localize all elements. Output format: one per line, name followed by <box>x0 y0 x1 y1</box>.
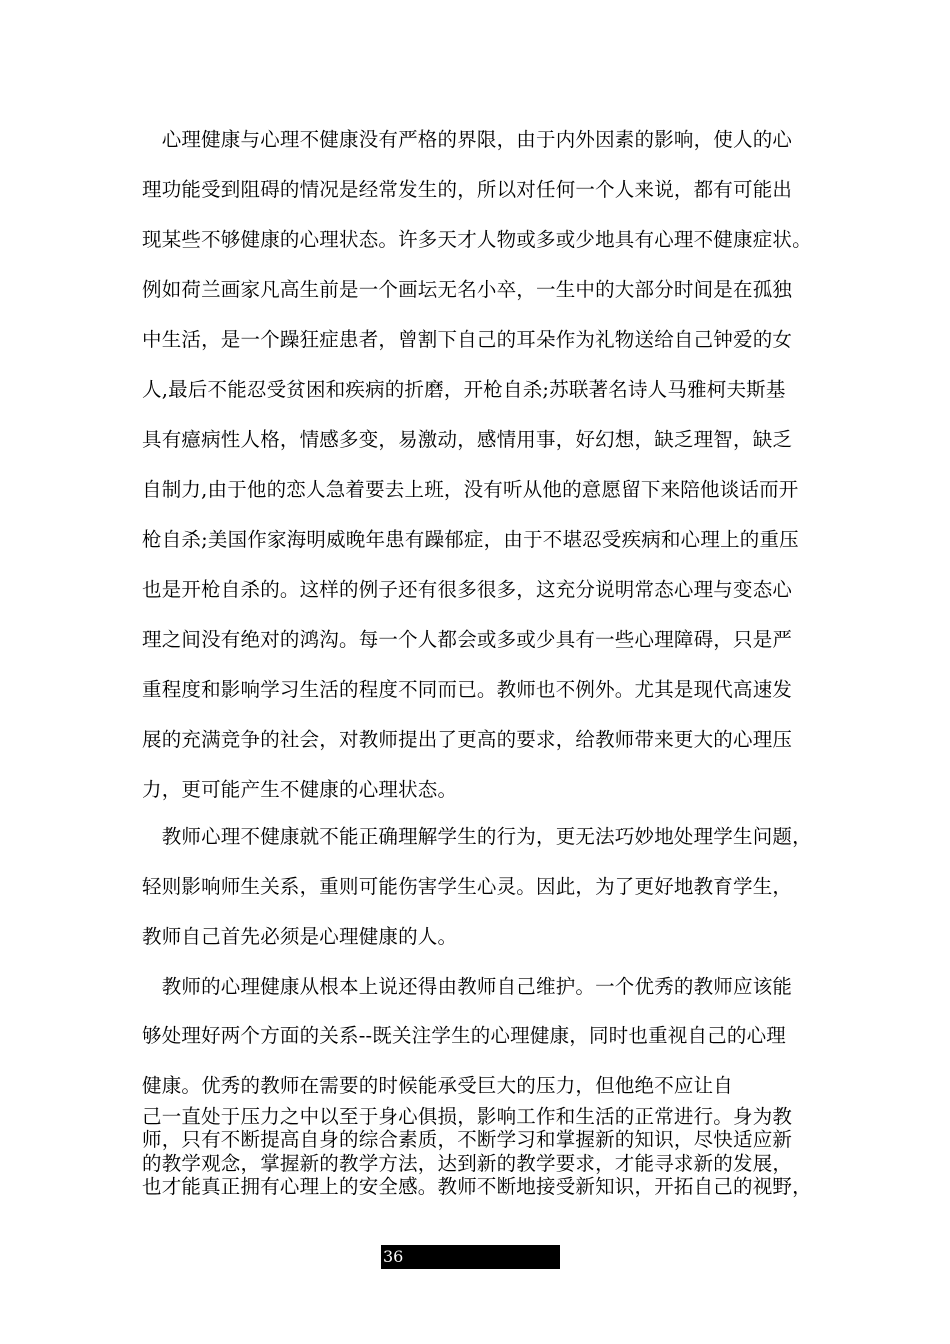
text-line: 己一直处于压力之中以至于身心俱损，影响工作和生活的正常进行。身为教 <box>142 1105 793 1128</box>
text-line: 自制力,由于他的恋人急着要去上班，没有听从他的意愿留下来陪他谈话而开 <box>142 478 799 501</box>
text-line: 够处理好两个方面的关系--既关注学生的心理健康，同时也重视自己的心理 <box>142 1024 786 1047</box>
text-line: 例如荷兰画家凡高生前是一个画坛无名小卒，一生中的大部分时间是在孤独 <box>142 278 793 301</box>
text-line: 理功能受到阻碍的情况是经常发生的，所以对任何一个人来说，都有可能出 <box>142 178 793 201</box>
page-number: 36 <box>383 1247 404 1266</box>
text-line: 也是开枪自杀的。这样的例子还有很多很多，这充分说明常态心理与变态心 <box>142 578 793 601</box>
text-line: 轻则影响师生关系，重则可能伤害学生心灵。因此，为了更好地教育学生， <box>142 875 793 898</box>
page-footer-bar <box>381 1245 560 1269</box>
text-line: 理之间没有绝对的鸿沟。每一个人都会或多或少具有一些心理障碍，只是严 <box>142 628 793 651</box>
text-line: 中生活，是一个躁狂症患者，曾割下自己的耳朵作为礼物送给自己钟爱的女 <box>142 328 793 351</box>
text-line: 也才能真正拥有心理上的安全感。教师不断地接受新知识，开拓自己的视野， <box>142 1175 812 1198</box>
text-line: 人,最后不能忍受贫困和疾病的折磨，开枪自杀;苏联著名诗人马雅柯夫斯基 <box>142 378 786 401</box>
text-line: 枪自杀;美国作家海明威晚年患有躁郁症，由于不堪忍受疾病和心理上的重压 <box>142 528 799 551</box>
text-line: 现某些不够健康的心理状态。许多天才人物或多或少地具有心理不健康症状。 <box>142 228 812 251</box>
text-line: 的教学观念，掌握新的教学方法，达到新的教学要求，才能寻求新的发展， <box>142 1152 793 1175</box>
text-line: 教师心理不健康就不能正确理解学生的行为，更无法巧妙地处理学生问题， <box>142 825 812 848</box>
text-line: 重程度和影响学习生活的程度不同而已。教师也不例外。尤其是现代高速发 <box>142 678 793 701</box>
text-line: 师，只有不断提高自身的综合素质，不断学习和掌握新的知识，尽快适应新 <box>142 1128 793 1151</box>
text-line: 教师自己首先必须是心理健康的人。 <box>142 925 458 948</box>
text-line: 心理健康与心理不健康没有严格的界限，由于内外因素的影响，使人的心 <box>142 128 793 151</box>
text-line: 教师的心理健康从根本上说还得由教师自己维护。一个优秀的教师应该能 <box>142 975 793 998</box>
text-line: 健康。优秀的教师在需要的时候能承受巨大的压力，但他绝不应让自 <box>142 1074 734 1097</box>
text-line: 具有癔病性人格，情感多变，易激动，感情用事，好幻想，缺乏理智，缺乏 <box>142 428 793 451</box>
text-line: 展的充满竞争的社会，对教师提出了更高的要求，给教师带来更大的心理压 <box>142 728 793 751</box>
text-line: 力，更可能产生不健康的心理状态。 <box>142 778 458 801</box>
